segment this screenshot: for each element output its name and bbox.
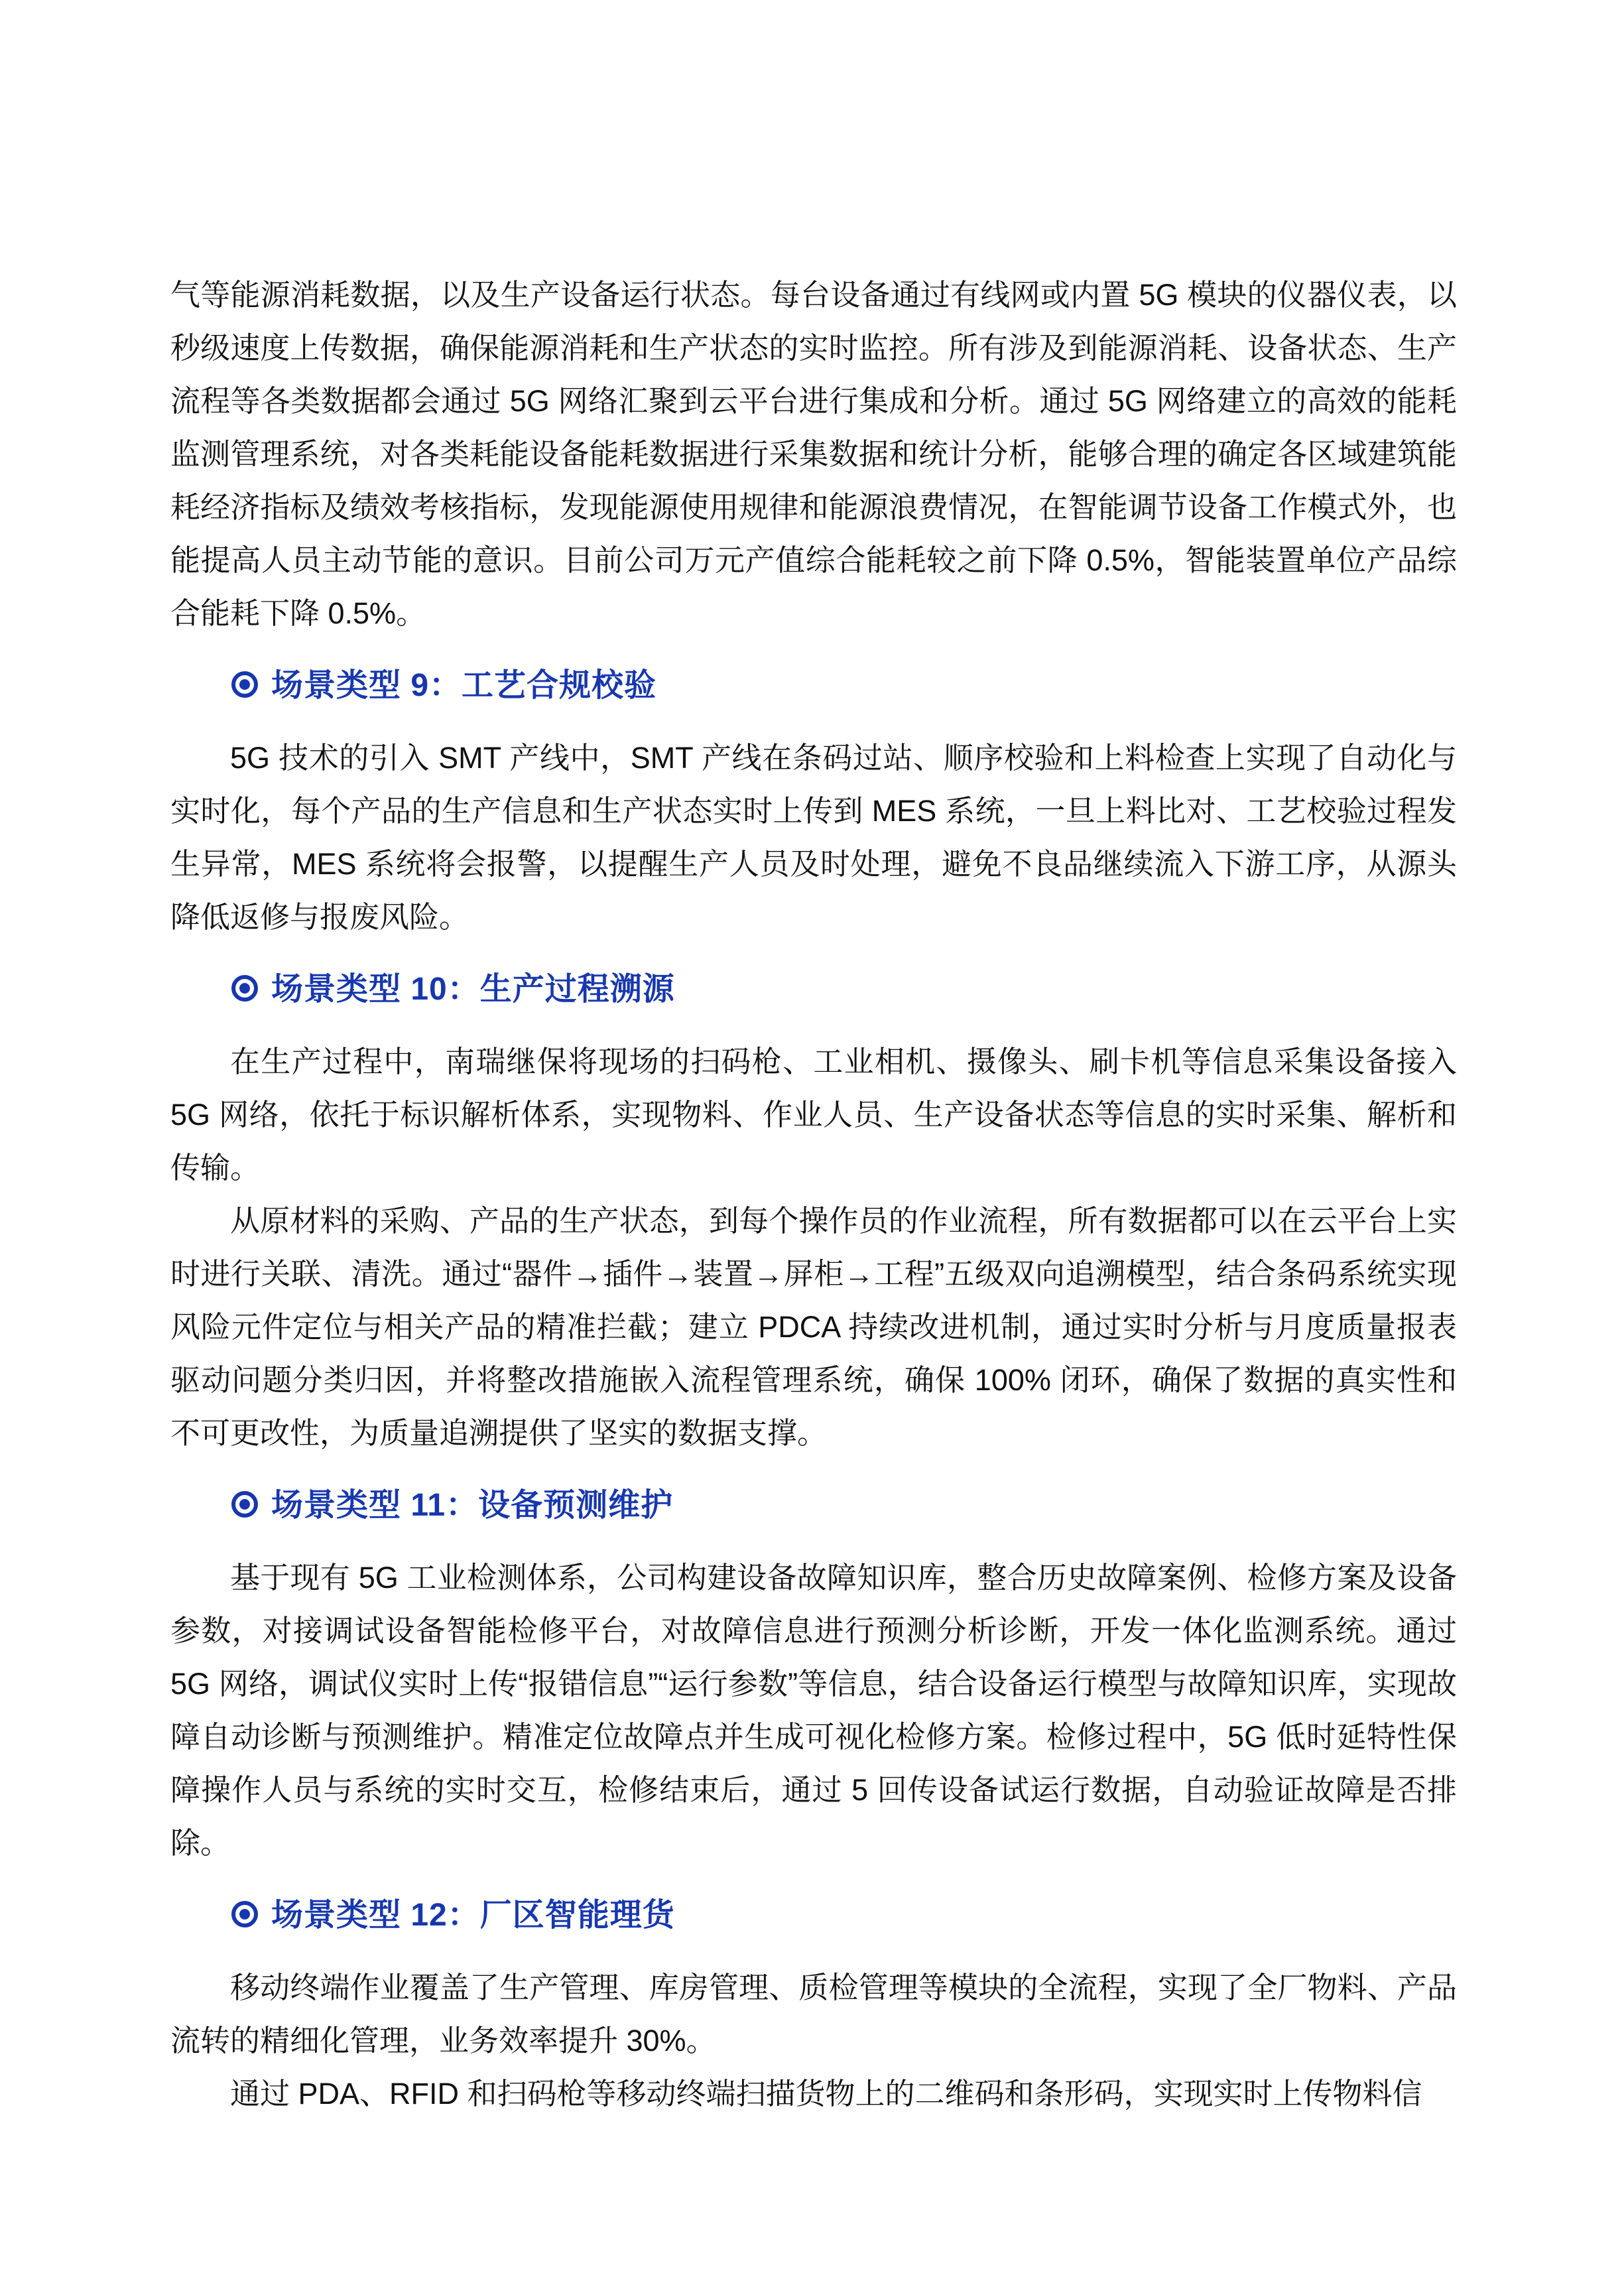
fisheye-bullet-icon [231, 1491, 258, 1518]
fisheye-bullet-icon [231, 975, 258, 1002]
section-heading-10 [170, 963, 1457, 1016]
section-heading-9 [170, 659, 1457, 712]
section-heading-label: 场景类型 11：设备预测维护 [271, 1488, 674, 1523]
fisheye-bullet-icon [231, 671, 258, 698]
intro-paragraph: 气等能源消耗数据，以及生产设备运行状态。每台设备通过有线网或内置 5G 模块的仪器仪表，以秒级速度上传数据，确保能源消耗和生产状态的实时监控。所有涉及到能源消耗、设备状态、生产流程等各类数据都会通过 5G 网络汇聚到云平台进行集成和分析。通过 5G 网络建立的高效的能耗监测管理系统，对各类耗能设备能耗数据进行采集数据和统计分析，能够合理的确定各区域建筑能耗经济指标及绩效考核指标，发现能源使用规律和能源浪费情况，在智能调节设备工作模式外，也能提高人员主动节能的意识。目前公司万元产值综合能耗较之前下降 0.5%，智能装置单位产品综合能耗下降 0.5%。 [170, 278, 1457, 630]
fisheye-bullet-icon [231, 1901, 258, 1927]
section-12-paragraph-2: 通过 PDA、RFID 和扫码枪等移动终端扫描货物上的二维码和条形码，实现实时上传物料信 [230, 2077, 1422, 2111]
section-11-paragraph: 基于现有 5G 工业检测体系，公司构建设备故障知识库，整合历史故障案例、检修方案及设备参数，对接调试设备智能检修平台，对故障信息进行预测分析诊断，开发一体化监测系统。通过 5G 网络，调试仪实时上传“报错信息”“运行参数”等信息，结合设备运行模型与故障知识库，实现故障自动诊断与预测维护。精准定位故障点并生成可视化检修方案。检修过程中，5G 低时延特性保障操作人员与系统的实时交互，检修结束后，通过 5 回传设备试运行数据，自动验证故障是否排除。 [170, 1561, 1457, 1860]
section-9-paragraph: 5G 技术的引入 SMT 产线中，SMT 产线在条码过站、顺序校验和上料检查上实现了自动化与实时化，每个产品的生产信息和生产状态实时上传到 MES 系统，一旦上料比对、工艺校验过程发生异常，MES 系统将会报警，以提醒生产人员及时处理，避免不良品继续流入下游工序，从源头降低返修与报废风险。 [170, 741, 1457, 934]
section-10-paragraph-2: 从原材料的采购、产品的生产状态，到每个操作员的作业流程，所有数据都可以在云平台上实时进行关联、清洗。通过“器件→插件→装置→屏柜→工程”五级双向追溯模型，结合条码系统实现风险元件定位与相关产品的精准拦截；建立 PDCA 持续改进机制，通过实时分析与月度质量报表驱动问题分类归因，并将整改措施嵌入流程管理系统，确保 100% 闭环，确保了数据的真实性和不可更改性，为质量追溯提供了坚实的数据支撑。 [170, 1204, 1457, 1450]
section-heading-11 [170, 1479, 1457, 1532]
section-heading-label: 场景类型 12：厂区智能理货 [271, 1898, 675, 1933]
section-12-paragraph-1: 移动终端作业覆盖了生产管理、库房管理、质检管理等模块的全流程，实现了全厂物料、产品流转的精细化管理，业务效率提升 30%。 [170, 1971, 1457, 2057]
section-heading-label: 场景类型 10：生产过程溯源 [271, 972, 675, 1007]
section-heading-12 [170, 1889, 1457, 1942]
text-column [170, 269, 1457, 2120]
section-10-paragraph-1: 在生产过程中，南瑞继保将现场的扫码枪、工业相机、摄像头、刷卡机等信息采集设备接入 5G 网络，依托于标识解析体系，实现物料、作业人员、生产设备状态等信息的实时采集、解析和传输。 [170, 1045, 1457, 1185]
section-heading-label: 场景类型 9：工艺合规校验 [271, 668, 657, 703]
